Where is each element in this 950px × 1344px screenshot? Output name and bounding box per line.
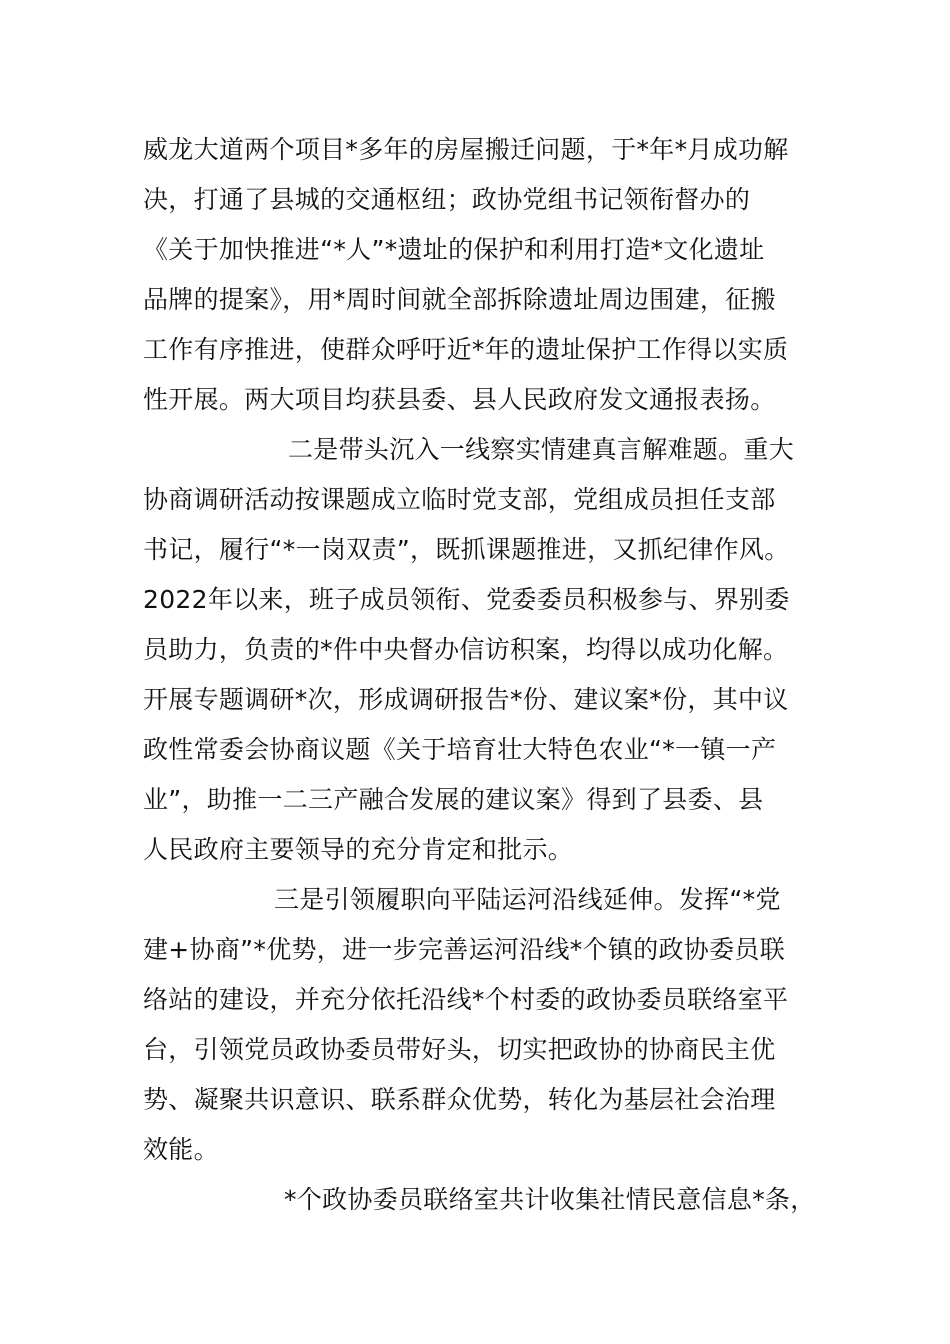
text-line: 络站的建设，并充分依托沿线*个村委的政协委员联络室平: [143, 985, 789, 1014]
text-line: 《关于加快推进“*人”*遗址的保护和利用打造*文化遗址: [143, 235, 765, 264]
text-line: 协商调研活动按课题成立临时党支部，党组成员担任支部: [143, 485, 776, 514]
text-line: 决，打通了县城的交通枢纽；政协党组书记领衔督办的: [143, 185, 751, 214]
text-line: 品牌的提案》，用*周时间就全部拆除遗址周边围建，征搬: [143, 285, 776, 314]
text-line: 2022年以来，班子成员领衔、党委委员积极参与、界别委: [143, 585, 790, 614]
text-line: 人民政府主要领导的充分肯定和批示。: [143, 835, 574, 864]
text-line: 台，引领党员政协委员带好头，切实把政协的协商民主优: [143, 1035, 776, 1064]
text-line: 业”，助推一二三产融合发展的建议案》得到了县委、县: [143, 785, 764, 814]
text-line: 效能。: [143, 1135, 219, 1164]
text-line: 开展专题调研*次，形成调研报告*份、建议案*份，其中议: [143, 685, 789, 714]
text-line: 性开展。两大项目均获县委、县人民政府发文通报表扬。: [143, 385, 776, 414]
text-line: 政性常委会协商议题《关于培育壮大特色农业“*一镇一产: [143, 735, 777, 764]
text-line: 书记，履行“*一岗双责”，既抓课题推进，又抓纪律作风。: [143, 535, 790, 564]
text-line: 员助力，负责的*件中央督办信访积案，均得以成功化解。: [143, 635, 789, 664]
text-line: *个政协委员联络室共计收集社情民意信息*条，: [284, 1185, 816, 1214]
text-line: 建+协商”*优势，进一步完善运河沿线*个镇的政协委员联: [143, 935, 786, 964]
text-line: 工作有序推进，使群众呼吁近*年的遗址保护工作得以实质: [143, 335, 789, 364]
text-line: 二是带头沉入一线察实情建真言解难题。重大: [288, 435, 795, 464]
text-line: 威龙大道两个项目*多年的房屋搬迁问题，于*年*月成功解: [143, 135, 789, 164]
text-line: 势、凝聚共识意识、联系群众优势，转化为基层社会治理: [143, 1085, 776, 1114]
text-line: 三是引领履职向平陆运河沿线延伸。发挥“*党: [274, 885, 781, 914]
